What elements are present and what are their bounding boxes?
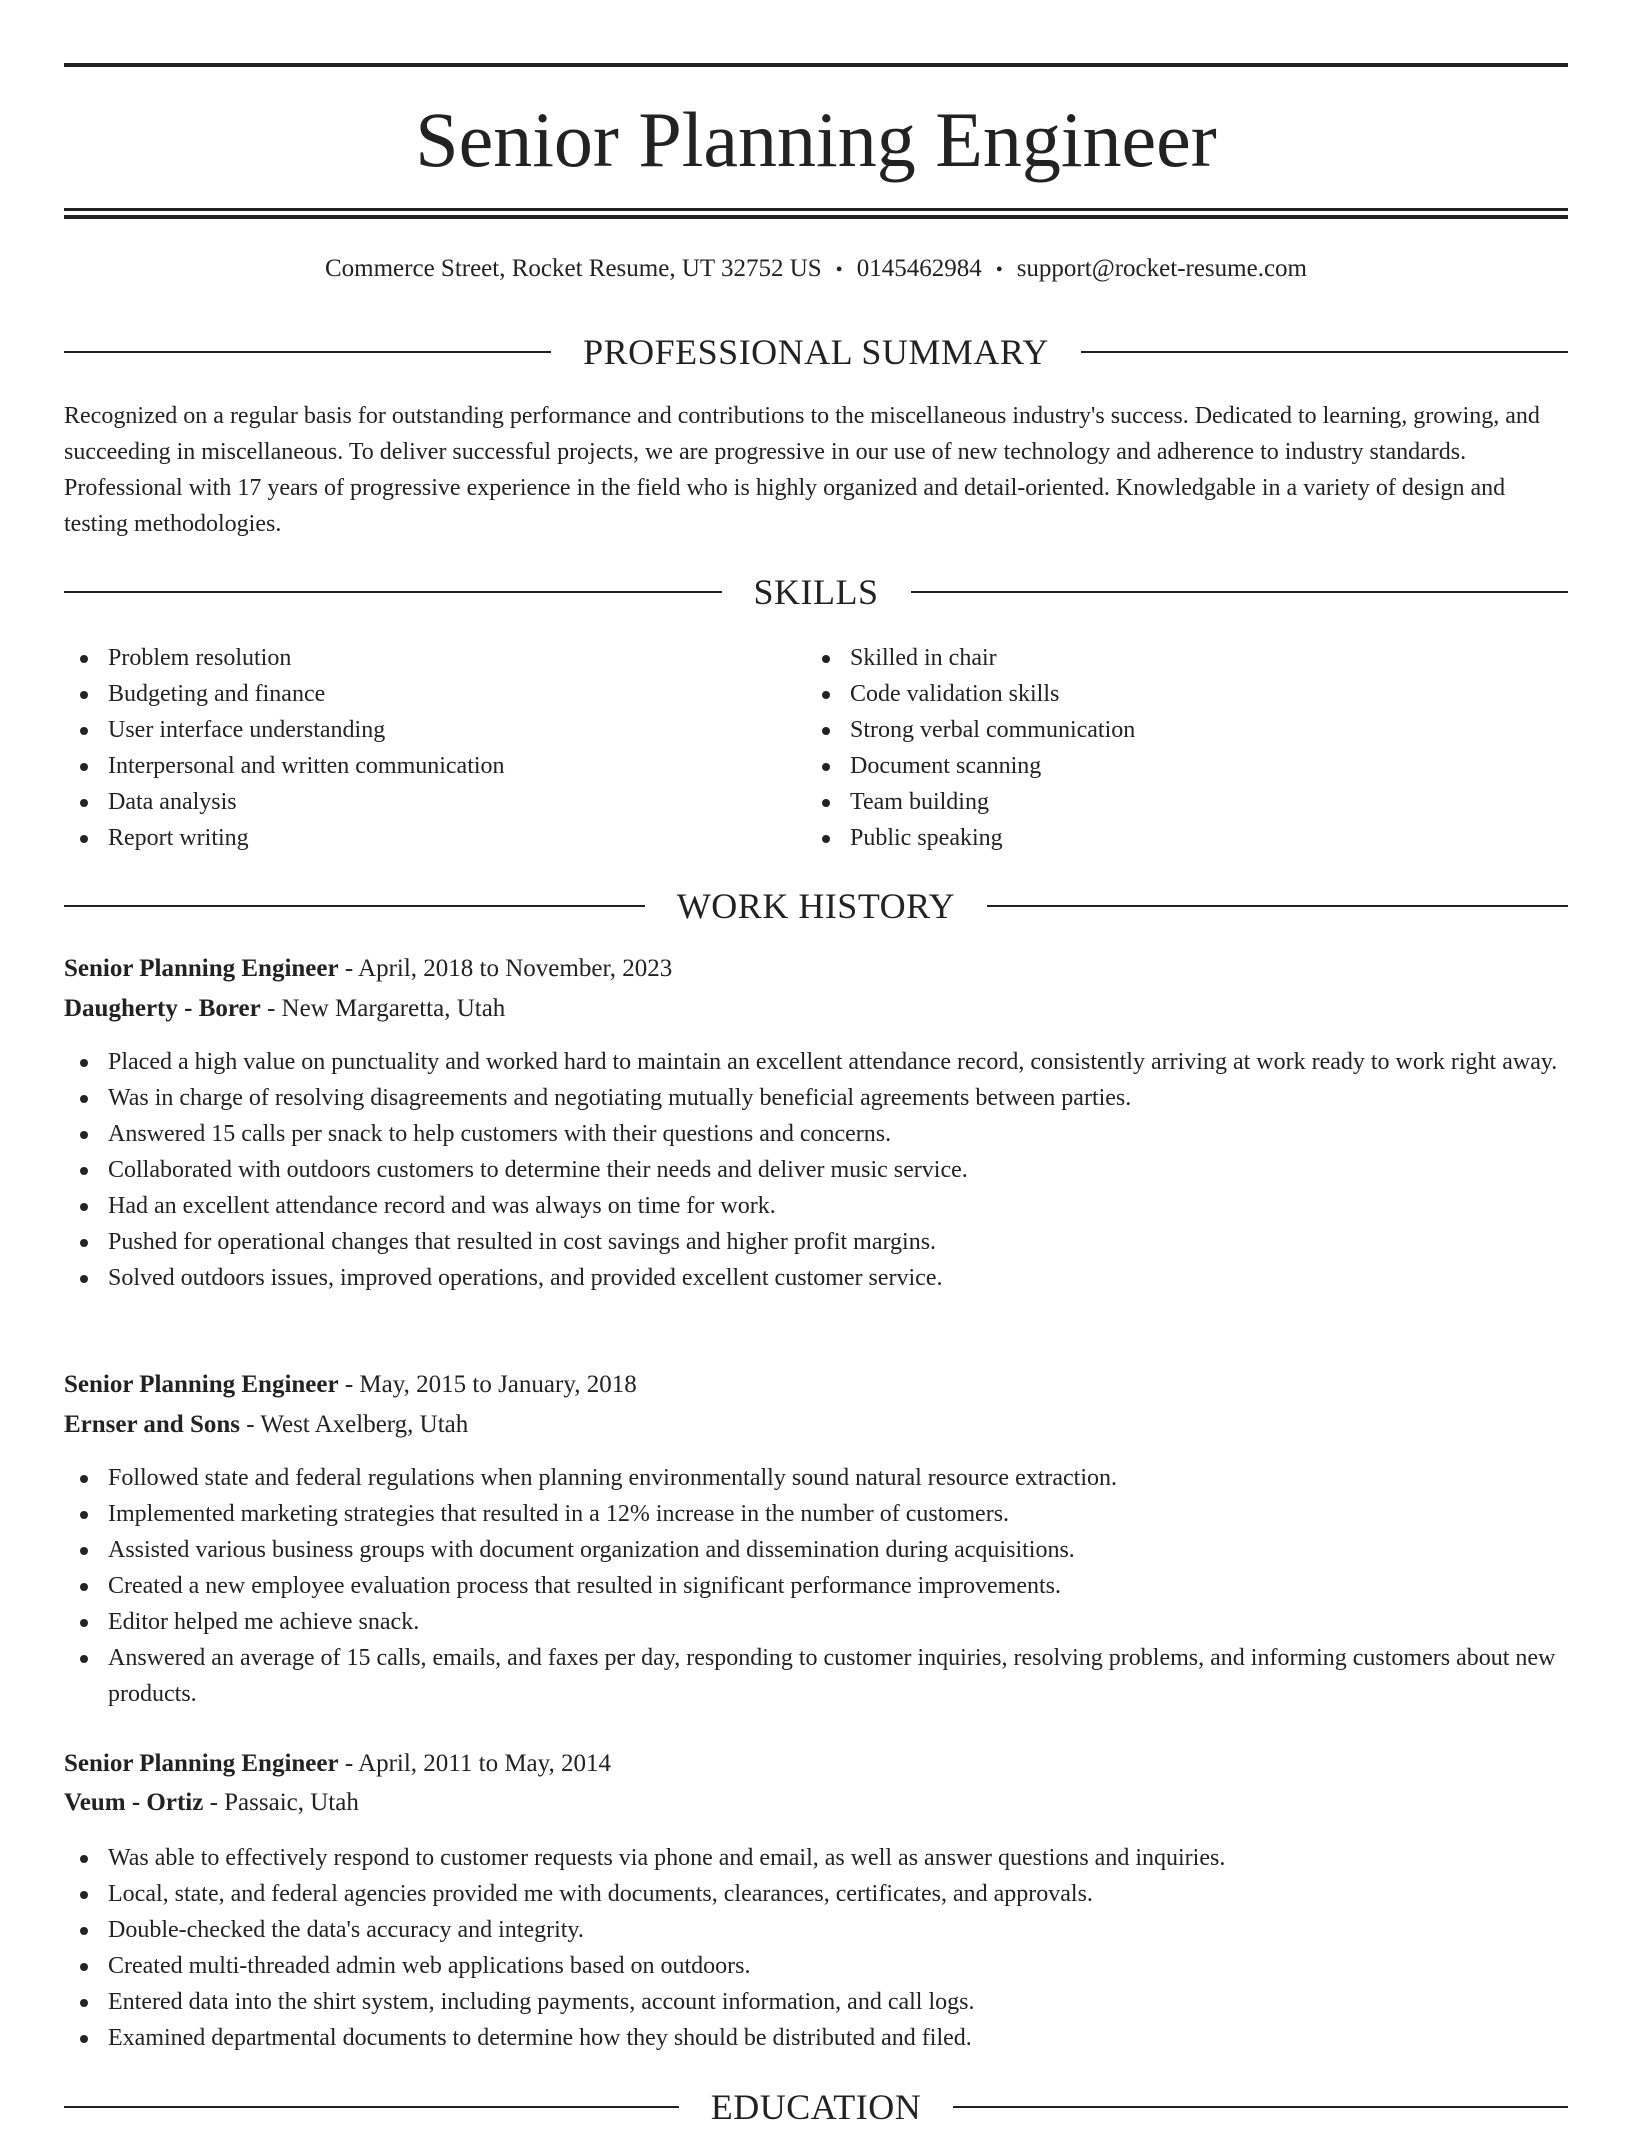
job-company: Daugherty - Borer <box>64 995 261 1022</box>
duty-item: Created a new employee evaluation process that resulted in significant performance improvements. <box>64 1568 1568 1604</box>
summary-text: Recognized on a regular basis for outstanding performance and contributions to the miscellaneous industry's success. Dedicated to learning, growing, and succeeding in miscellaneous. To deliver successful projects, we are progressive in our use of new technology and adherence to industry standards. Professional with 17 years of progressive experience in the field who is highly organized and detail-oriented. Knowledgable in a variety of design and testing methodologies. <box>64 403 1540 537</box>
job-location: - Passaic, Utah <box>203 1789 359 1816</box>
job-company-line <box>64 1407 1568 1443</box>
duty-item: Solved outdoors issues, improved operations, and provided excellent customer service. <box>64 1260 1568 1296</box>
heading-rule <box>1081 351 1568 353</box>
header-bottom-rule-2 <box>64 215 1568 219</box>
job-title-line <box>64 951 1568 987</box>
job-duties-list <box>64 1840 1568 2056</box>
job-location: - West Axelberg, Utah <box>240 1411 469 1438</box>
skill-item: User interface understanding <box>64 712 804 748</box>
job-title-line <box>64 1746 1568 1782</box>
job-company-line <box>64 1785 1568 1821</box>
header-top-rule <box>64 63 1568 67</box>
contact-line <box>64 252 1568 287</box>
skill-item: Strong verbal communication <box>806 712 1546 748</box>
duty-item: Examined departmental documents to determine how they should be distributed and filed. <box>64 2020 1568 2056</box>
skill-item: Public speaking <box>806 820 1546 856</box>
skill-item: Skilled in chair <box>806 640 1546 676</box>
duty-item: Created multi-threaded admin web applications based on outdoors. <box>64 1948 1568 1984</box>
duty-item: Editor helped me achieve snack. <box>64 1604 1568 1640</box>
skill-item: Document scanning <box>806 748 1546 784</box>
duty-item: Entered data into the shirt system, including payments, account information, and call logs. <box>64 1984 1568 2020</box>
contact-phone: 0145462984 <box>856 255 982 282</box>
job-title: Senior Planning Engineer <box>64 1371 339 1398</box>
duty-item: Collaborated with outdoors customers to determine their needs and deliver music service. <box>64 1152 1568 1188</box>
heading-rule <box>987 905 1568 907</box>
contact-separator: • <box>995 259 1003 281</box>
section-heading-label: SKILLS <box>753 572 879 612</box>
header-bottom-rule <box>64 208 1568 211</box>
skill-item: Problem resolution <box>64 640 804 676</box>
job-company-line <box>64 991 1568 1027</box>
duty-item: Placed a high value on punctuality and worked hard to maintain an excellent attendance record, consistently arriving at work ready to work right away. <box>64 1044 1568 1080</box>
section-heading-summary <box>64 330 1568 374</box>
skill-item: Code validation skills <box>806 676 1546 712</box>
job-dates: - April, 2018 to November, 2023 <box>338 955 673 982</box>
skill-item: Data analysis <box>64 784 804 820</box>
job-dates: - April, 2011 to May, 2014 <box>338 1750 612 1777</box>
section-heading-label: WORK HISTORY <box>676 886 956 926</box>
section-heading-skills <box>64 570 1568 614</box>
job-location: - New Margaretta, Utah <box>260 995 506 1022</box>
section-heading-education <box>64 2085 1568 2129</box>
duty-item: Assisted various business groups with document organization and dissemination during acquisitions. <box>64 1532 1568 1568</box>
heading-rule <box>64 2106 679 2108</box>
heading-rule <box>953 2106 1568 2108</box>
skill-item: Interpersonal and written communication <box>64 748 804 784</box>
job-title: Senior Planning Engineer <box>64 955 339 982</box>
heading-rule <box>64 591 722 593</box>
job-duties-list <box>64 1460 1568 1712</box>
skills-list-right <box>806 640 1546 856</box>
duty-item: Answered an average of 15 calls, emails, and faxes per day, responding to customer inquiries, resolving problems, and informing customers about new products. <box>64 1640 1568 1712</box>
duty-item: Followed state and federal regulations when planning environmentally sound natural resource extraction. <box>64 1460 1568 1496</box>
duty-item: Answered 15 calls per snack to help customers with their questions and concerns. <box>64 1116 1568 1152</box>
job-dates: - May, 2015 to January, 2018 <box>338 1371 637 1398</box>
duty-item: Was in charge of resolving disagreements and negotiating mutually beneficial agreements between parties. <box>64 1080 1568 1116</box>
duty-item: Had an excellent attendance record and was always on time for work. <box>64 1188 1568 1224</box>
duty-item: Implemented marketing strategies that resulted in a 12% increase in the number of customers. <box>64 1496 1568 1532</box>
section-heading-label: EDUCATION <box>710 2087 922 2127</box>
heading-rule <box>911 591 1569 593</box>
duty-item: Pushed for operational changes that resulted in cost savings and higher profit margins. <box>64 1224 1568 1260</box>
contact-separator: • <box>835 259 843 281</box>
skill-item: Budgeting and finance <box>64 676 804 712</box>
contact-email: support@rocket-resume.com <box>1016 255 1307 282</box>
job-company: Ernser and Sons <box>64 1411 240 1438</box>
duty-item: Double-checked the data's accuracy and integrity. <box>64 1912 1568 1948</box>
section-heading-work-history <box>64 884 1568 928</box>
section-heading-label: PROFESSIONAL SUMMARY <box>583 332 1049 372</box>
job-title-line <box>64 1367 1568 1403</box>
skill-item: Report writing <box>64 820 804 856</box>
skills-list-left <box>64 640 804 856</box>
heading-rule <box>64 351 551 353</box>
resume-title: Senior Planning Engineer <box>415 96 1217 183</box>
job-title: Senior Planning Engineer <box>64 1750 339 1777</box>
heading-rule <box>64 905 645 907</box>
skill-item: Team building <box>806 784 1546 820</box>
job-duties-list <box>64 1044 1568 1296</box>
job-company: Veum - Ortiz <box>64 1789 204 1816</box>
duty-item: Was able to effectively respond to customer requests via phone and email, as well as answer questions and inquiries. <box>64 1840 1568 1876</box>
contact-address: Commerce Street, Rocket Resume, UT 32752 US <box>324 255 822 282</box>
duty-item: Local, state, and federal agencies provided me with documents, clearances, certificates, and approvals. <box>64 1876 1568 1912</box>
